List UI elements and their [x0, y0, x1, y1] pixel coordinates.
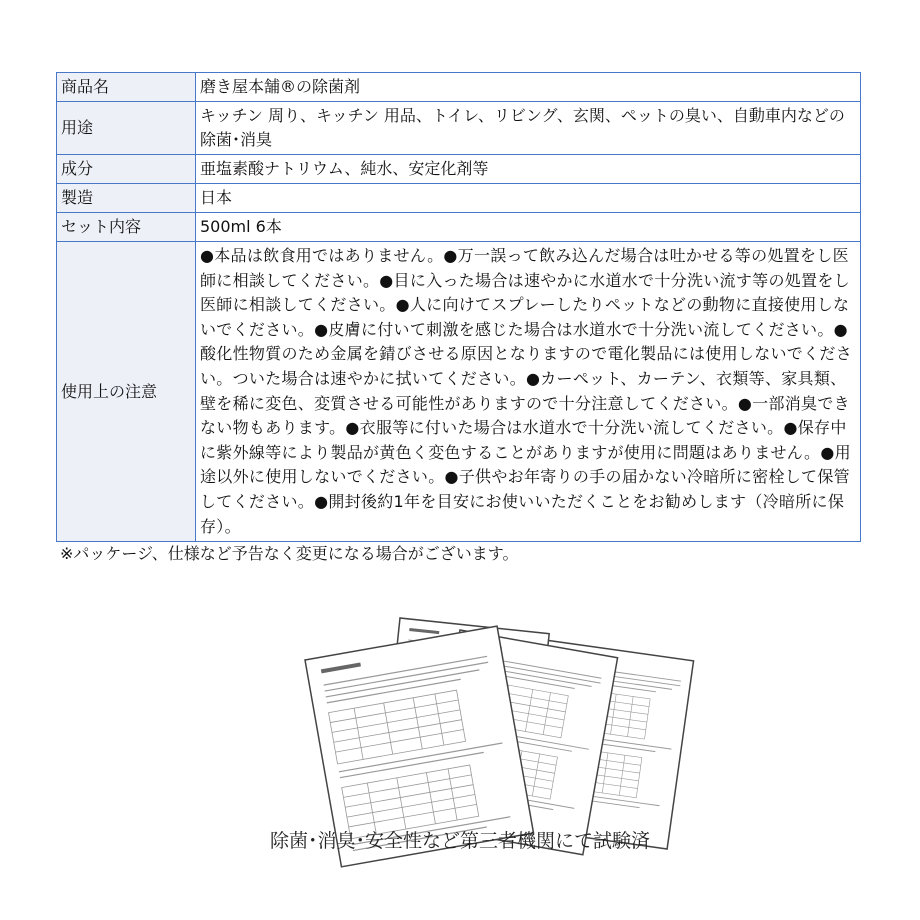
- row-value: キッチン 周り、キッチン 用品、トイレ、リビング、玄関、ペットの臭い、自動車内などの除菌･消臭: [196, 102, 861, 155]
- row-label: 製造: [57, 184, 196, 213]
- row-value: 磨き屋本舗®の除菌剤: [196, 73, 861, 102]
- row-value: 日本: [196, 184, 861, 213]
- row-label: 成分: [57, 155, 196, 184]
- test-caption: 除菌･消臭･安全性など第三者機関にて試験済: [269, 830, 650, 852]
- row-value: 500ml 6本: [196, 213, 861, 242]
- row-label: 使用上の注意: [57, 242, 196, 542]
- row-label: 用途: [57, 102, 196, 155]
- row-label: セット内容: [57, 213, 196, 242]
- row-label: 商品名: [57, 73, 196, 102]
- row-value: ●本品は飲食用ではありません。●万一誤って飲み込んだ場合は吐かせる等の処置をし医師に相談してください。●目に入った場合は速やかに水道水で十分洗い流す等の処置をし医師に相談してください。●人に向けてスプレーしたりペットなどの動物に直接使用しないでください。●皮膚に付いて刺激を感じた場合は水道水で十分洗い流してください。●酸化性物質のため金属を錆びさせる原因となりますので電化製品には使用しないでください。ついた場合は速やかに拭いてください。●カーペット、カーテン、衣類等、家具類、壁を稀に変色、変質させる可能性がありますので十分注意してください。●一部消臭できない物もあります。●衣服等に付いた場合は水道水で十分洗い流してください。●保存中に紫外線等により製品が黄色く変色することがありますが使用に問題はありません。●用途以外に使用しないでください。●子供やお年寄りの手の届かない冷暗所に密栓して保管してください。●開封後約1年を目安にお使いいただくことをお勧めします（冷暗所に保存）。: [196, 242, 861, 542]
- disclaimer-note: ※パッケージ、仕様など予告なく変更になる場合がございます。: [60, 544, 519, 563]
- row-value: 亜塩素酸ナトリウム、純水、安定化剤等: [196, 155, 861, 184]
